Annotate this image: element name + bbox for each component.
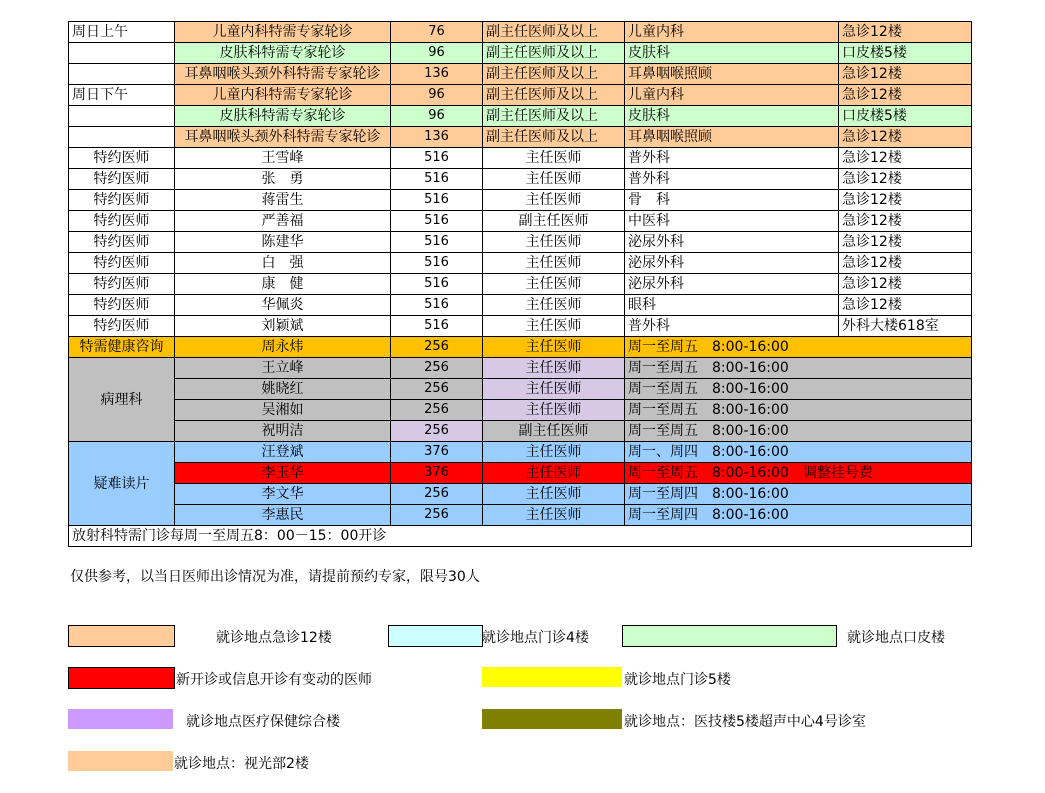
legend-label: 就诊地点：医技楼5楼超声中心4号诊室 bbox=[624, 714, 866, 730]
title-cell: 副主任医师 bbox=[483, 421, 625, 442]
location-cell: 急诊12楼 bbox=[839, 64, 972, 85]
group-cell: 特约医师 bbox=[69, 316, 175, 337]
table-row bbox=[69, 337, 972, 358]
schedule-cell: 周一至周四 8:00-16:00 bbox=[625, 484, 972, 505]
title-cell: 主任医师 bbox=[483, 169, 625, 190]
schedule-cell: 周一至周五 8:00-16:00 bbox=[625, 337, 972, 358]
fee-cell: 136 bbox=[391, 64, 483, 85]
table-row bbox=[69, 85, 972, 106]
fee-cell: 256 bbox=[391, 358, 483, 379]
title-cell: 主任医师 bbox=[483, 274, 625, 295]
location-cell: 急诊12楼 bbox=[839, 295, 972, 316]
location-cell: 急诊12楼 bbox=[839, 190, 972, 211]
fee-cell: 516 bbox=[391, 295, 483, 316]
title-cell: 主任医师 bbox=[483, 379, 625, 400]
group-cell: 特约医师 bbox=[69, 211, 175, 232]
title-cell: 主任医师 bbox=[483, 337, 625, 358]
title-cell: 主任医师 bbox=[483, 505, 625, 526]
footnote: 仅供参考，以当日医师出诊情况为准，请提前预约专家，限号30人 bbox=[70, 569, 480, 585]
doctor-name-cell: 儿童内科特需专家轮诊 bbox=[175, 85, 391, 106]
location-cell: 急诊12楼 bbox=[839, 127, 972, 148]
doctor-name-cell: 王雪峰 bbox=[175, 148, 391, 169]
fee-cell: 256 bbox=[391, 484, 483, 505]
fee-cell: 256 bbox=[391, 400, 483, 421]
location-cell: 外科大楼618室 bbox=[839, 316, 972, 337]
table-row bbox=[69, 253, 972, 274]
title-cell: 主任医师 bbox=[483, 484, 625, 505]
group-cell: 特需健康咨询 bbox=[69, 337, 175, 358]
schedule-table bbox=[68, 21, 972, 547]
group-cell bbox=[69, 106, 175, 127]
table-row bbox=[69, 106, 972, 127]
doctor-name-cell: 李惠民 bbox=[175, 505, 391, 526]
radiology-note: 放射科特需门诊每周一至周五8：00－15：00开诊 bbox=[69, 526, 972, 547]
table-row bbox=[69, 400, 972, 421]
title-cell: 副主任医师及以上 bbox=[483, 106, 625, 127]
table-row bbox=[69, 484, 972, 505]
table-row bbox=[69, 190, 972, 211]
legend-swatch-changed bbox=[68, 667, 175, 689]
dept-cell: 普外科 bbox=[625, 148, 839, 169]
group-cell: 特约医师 bbox=[69, 169, 175, 190]
schedule-cell: 周一至周五 8:00-16:00 bbox=[625, 358, 972, 379]
table-row bbox=[69, 22, 972, 43]
table-row bbox=[69, 358, 972, 379]
dept-cell: 儿童内科 bbox=[625, 85, 839, 106]
legend-swatch-oral bbox=[622, 625, 837, 647]
fee-cell: 256 bbox=[391, 421, 483, 442]
schedule-cell: 周一至周五 8:00-16:00 bbox=[625, 400, 972, 421]
title-cell: 副主任医师及以上 bbox=[483, 85, 625, 106]
legend-label: 新开诊或信息开诊有变动的医师 bbox=[176, 672, 372, 688]
location-cell: 急诊12楼 bbox=[839, 148, 972, 169]
title-cell: 主任医师 bbox=[483, 295, 625, 316]
fee-cell: 516 bbox=[391, 169, 483, 190]
table-row bbox=[69, 295, 972, 316]
title-cell: 副主任医师及以上 bbox=[483, 43, 625, 64]
doctor-name-cell: 蒋雷生 bbox=[175, 190, 391, 211]
doctor-name-cell: 皮肤科特需专家轮诊 bbox=[175, 43, 391, 64]
table-row bbox=[69, 64, 972, 85]
table-row bbox=[69, 505, 972, 526]
title-cell: 主任医师 bbox=[483, 442, 625, 463]
group-cell: 特约医师 bbox=[69, 253, 175, 274]
location-cell: 口皮楼5楼 bbox=[839, 106, 972, 127]
doctor-name-cell: 周永炜 bbox=[175, 337, 391, 358]
group-cell: 特约医师 bbox=[69, 274, 175, 295]
title-cell: 主任医师 bbox=[483, 190, 625, 211]
group-cell bbox=[69, 43, 175, 64]
fee-cell: 136 bbox=[391, 127, 483, 148]
dept-cell: 儿童内科 bbox=[625, 22, 839, 43]
dept-cell: 泌尿外科 bbox=[625, 232, 839, 253]
table-row bbox=[69, 421, 972, 442]
schedule-cell: 周一至周四 8:00-16:00 bbox=[625, 505, 972, 526]
table-row bbox=[69, 169, 972, 190]
table-row bbox=[69, 43, 972, 64]
group-cell: 周日上午 bbox=[69, 22, 175, 43]
dept-cell: 泌尿外科 bbox=[625, 253, 839, 274]
group-cell bbox=[69, 64, 175, 85]
fee-cell: 516 bbox=[391, 274, 483, 295]
legend-swatch-er12 bbox=[68, 625, 175, 647]
location-cell: 急诊12楼 bbox=[839, 253, 972, 274]
group-cell: 周日下午 bbox=[69, 85, 175, 106]
table-row bbox=[69, 211, 972, 232]
legend-label: 就诊地点门诊4楼 bbox=[482, 630, 589, 646]
doctor-name-cell: 耳鼻咽喉头颈外科特需专家轮诊 bbox=[175, 64, 391, 85]
doctor-name-cell: 华佩炎 bbox=[175, 295, 391, 316]
group-cell: 特约医师 bbox=[69, 190, 175, 211]
fee-cell: 376 bbox=[391, 463, 483, 484]
fee-cell: 96 bbox=[391, 43, 483, 64]
location-cell: 急诊12楼 bbox=[839, 232, 972, 253]
location-cell: 急诊12楼 bbox=[839, 85, 972, 106]
title-cell: 主任医师 bbox=[483, 358, 625, 379]
group-cell: 特约医师 bbox=[69, 232, 175, 253]
title-cell: 副主任医师及以上 bbox=[483, 64, 625, 85]
fee-cell: 516 bbox=[391, 211, 483, 232]
table-row bbox=[69, 526, 972, 547]
dept-cell: 泌尿外科 bbox=[625, 274, 839, 295]
table-row bbox=[69, 127, 972, 148]
dept-cell: 中医科 bbox=[625, 211, 839, 232]
group-cell: 特约医师 bbox=[69, 148, 175, 169]
title-cell: 副主任医师及以上 bbox=[483, 127, 625, 148]
legend-label: 就诊地点医疗保健综合楼 bbox=[186, 714, 340, 730]
dept-cell: 普外科 bbox=[625, 316, 839, 337]
doctor-name-cell: 皮肤科特需专家轮诊 bbox=[175, 106, 391, 127]
doctor-name-cell: 吴湘如 bbox=[175, 400, 391, 421]
doctor-name-cell: 祝明洁 bbox=[175, 421, 391, 442]
title-cell: 副主任医师及以上 bbox=[483, 22, 625, 43]
table-row bbox=[69, 442, 972, 463]
table-row bbox=[69, 379, 972, 400]
table-row bbox=[69, 463, 972, 484]
title-cell: 主任医师 bbox=[483, 232, 625, 253]
fee-cell: 256 bbox=[391, 337, 483, 358]
title-cell: 主任医师 bbox=[483, 400, 625, 421]
fee-cell: 516 bbox=[391, 190, 483, 211]
dept-cell: 骨 科 bbox=[625, 190, 839, 211]
fee-cell: 516 bbox=[391, 148, 483, 169]
doctor-name-cell: 儿童内科特需专家轮诊 bbox=[175, 22, 391, 43]
legend-swatch-healthcare bbox=[68, 709, 173, 729]
fee-cell: 256 bbox=[391, 505, 483, 526]
legend-label: 就诊地点急诊12楼 bbox=[216, 630, 332, 646]
title-cell: 主任医师 bbox=[483, 253, 625, 274]
dept-cell: 眼科 bbox=[625, 295, 839, 316]
dept-cell: 耳鼻咽喉照顾 bbox=[625, 127, 839, 148]
fee-cell: 96 bbox=[391, 106, 483, 127]
doctor-name-cell: 陈建华 bbox=[175, 232, 391, 253]
doctor-name-cell: 白 强 bbox=[175, 253, 391, 274]
doctor-name-cell: 王立峰 bbox=[175, 358, 391, 379]
legend-label: 就诊地点门诊5楼 bbox=[624, 672, 731, 688]
doctor-name-cell: 李文华 bbox=[175, 484, 391, 505]
group-cell: 特约医师 bbox=[69, 295, 175, 316]
legend-swatch-op4 bbox=[388, 625, 483, 647]
legend-label: 就诊地点口皮楼 bbox=[847, 630, 945, 646]
dept-cell: 普外科 bbox=[625, 169, 839, 190]
fee-cell: 376 bbox=[391, 442, 483, 463]
doctor-name-cell: 姚晓红 bbox=[175, 379, 391, 400]
group-cell: 病理科 bbox=[69, 358, 175, 442]
dept-cell: 皮肤科 bbox=[625, 106, 839, 127]
schedule-cell: 周一至周五 8:00-16:00 bbox=[625, 379, 972, 400]
location-cell: 急诊12楼 bbox=[839, 169, 972, 190]
fee-cell: 516 bbox=[391, 232, 483, 253]
fee-cell: 256 bbox=[391, 379, 483, 400]
fee-cell: 96 bbox=[391, 85, 483, 106]
group-cell bbox=[69, 127, 175, 148]
doctor-name-cell: 刘颖斌 bbox=[175, 316, 391, 337]
doctor-name-cell: 耳鼻咽喉头颈外科特需专家轮诊 bbox=[175, 127, 391, 148]
legend-label: 就诊地点：视光部2楼 bbox=[174, 756, 309, 772]
doctor-name-cell: 张 勇 bbox=[175, 169, 391, 190]
legend-swatch-ultrasound bbox=[482, 709, 622, 729]
location-cell: 口皮楼5楼 bbox=[839, 43, 972, 64]
schedule-cell: 周一、周四 8:00-16:00 bbox=[625, 442, 972, 463]
location-cell: 急诊12楼 bbox=[839, 211, 972, 232]
location-cell: 急诊12楼 bbox=[839, 274, 972, 295]
doctor-name-cell: 严善福 bbox=[175, 211, 391, 232]
location-cell: 急诊12楼 bbox=[839, 22, 972, 43]
legend-swatch-op5 bbox=[482, 667, 622, 687]
dept-cell: 皮肤科 bbox=[625, 43, 839, 64]
title-cell: 副主任医师 bbox=[483, 211, 625, 232]
fee-cell: 76 bbox=[391, 22, 483, 43]
table-row bbox=[69, 274, 972, 295]
fee-cell: 516 bbox=[391, 253, 483, 274]
title-cell: 主任医师 bbox=[483, 148, 625, 169]
table-row bbox=[69, 148, 972, 169]
doctor-name-cell: 李玉华 bbox=[175, 463, 391, 484]
dept-cell: 耳鼻咽喉照顾 bbox=[625, 64, 839, 85]
title-cell: 主任医师 bbox=[483, 463, 625, 484]
doctor-name-cell: 汪登斌 bbox=[175, 442, 391, 463]
table-row bbox=[69, 232, 972, 253]
doctor-name-cell: 康 健 bbox=[175, 274, 391, 295]
schedule-cell: 周一至周五 8:00-16:00 调整挂号费 bbox=[625, 463, 972, 484]
legend-swatch-optometry bbox=[68, 751, 173, 771]
title-cell: 主任医师 bbox=[483, 316, 625, 337]
schedule-cell: 周一至周五 8:00-16:00 bbox=[625, 421, 972, 442]
fee-cell: 516 bbox=[391, 316, 483, 337]
table-row bbox=[69, 316, 972, 337]
group-cell: 疑难读片 bbox=[69, 442, 175, 526]
